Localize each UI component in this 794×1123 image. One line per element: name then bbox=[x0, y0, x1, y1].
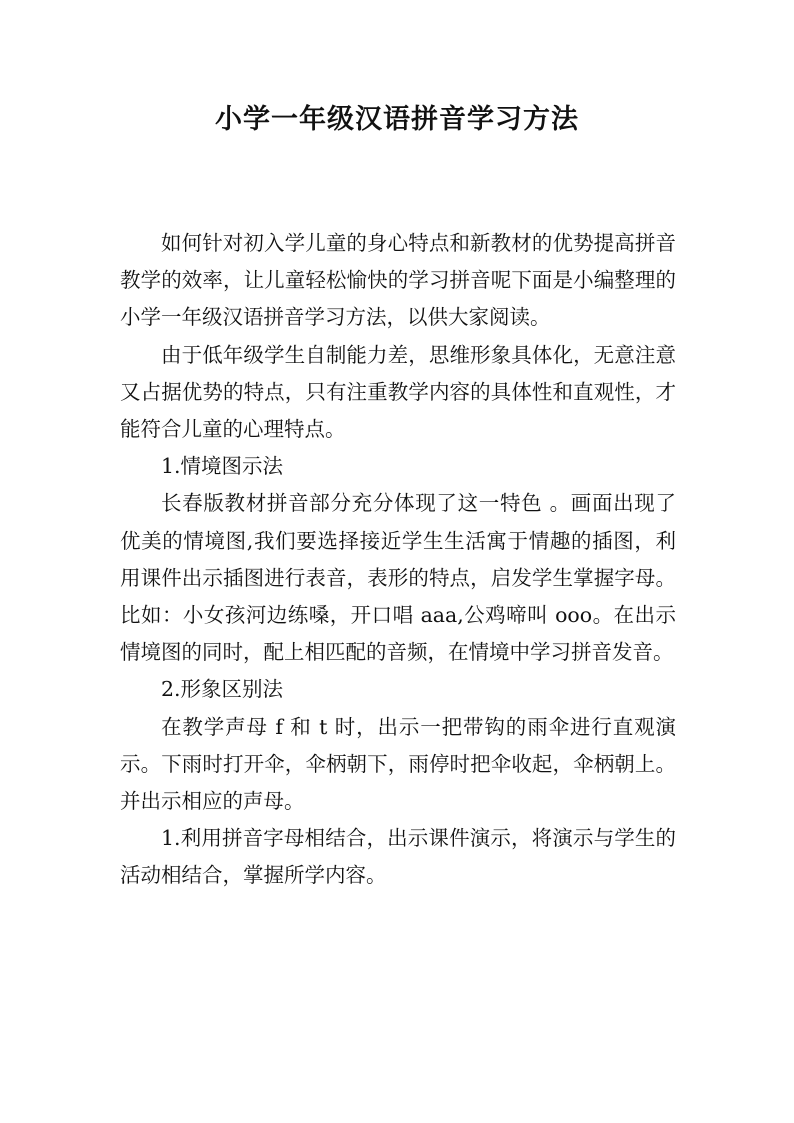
body-paragraph: 在教学声母 f 和 t 时，出示一把带钩的雨伞进行直观演示。下雨时打开伞，伞柄朝下，雨停时把伞收起，伞柄朝上。并出示相应的声母。 bbox=[120, 714, 676, 814]
document-title: 小学一年级汉语拼音学习方法 bbox=[215, 104, 579, 135]
body-paragraph: 由于低年级学生自制能力差，思维形象具体化，无意注意又占据优势的特点，只有注重教学内容的具体性和直观性，才能符合儿童的心理特点。 bbox=[120, 342, 676, 442]
intro-paragraph: 如何针对初入学儿童的身心特点和新教材的优势提高拼音教学的效率，让儿童轻松愉快的学习拼音呢下面是小编整理的小学一年级汉语拼音学习方法，以供大家阅读。 bbox=[120, 231, 676, 330]
section-heading: 2.形象区别法 bbox=[161, 677, 284, 702]
body-paragraph: 1.利用拼音字母相结合，出示课件演示，将演示与学生的活动相结合，掌握所学内容。 bbox=[120, 826, 676, 888]
document-body bbox=[120, 225, 676, 895]
section-heading: 1.情境图示法 bbox=[161, 454, 284, 479]
body-paragraph: 长春版教材拼音部分充分体现了这一特色 。画面出现了优美的情境图,我们要选择接近学生生活寓于情趣的插图，利用课件出示插图进行表音，表形的特点，启发学生掌握字母。比如：小女孩河边练嗓，开口唱 aaa,公鸡啼叫 ooo。在出示情境图的同时，配上相匹配的音频，在情境中学习拼音发音。 bbox=[120, 491, 676, 665]
